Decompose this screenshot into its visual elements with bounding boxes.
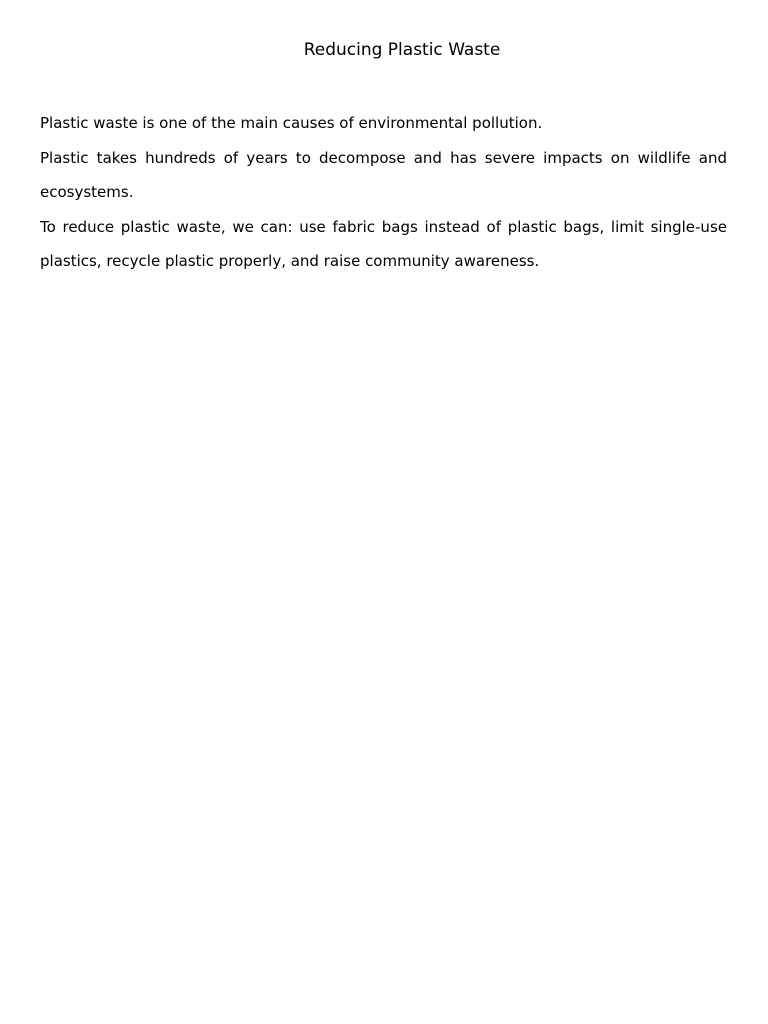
paragraph-1: Plastic waste is one of the main causes of environmental pollution. bbox=[40, 114, 543, 132]
document-title: Reducing Plastic Waste bbox=[303, 40, 501, 60]
paragraph-3: To reduce plastic waste, we can: use fabric bags instead of plastic bags, limit single-use plastics, recycle plastic properly, and raise community awareness. bbox=[40, 217, 727, 270]
paragraph-2: Plastic takes hundreds of years to decompose and has severe impacts on wildlife and ecosystems. bbox=[40, 148, 727, 201]
document-body bbox=[40, 106, 727, 279]
